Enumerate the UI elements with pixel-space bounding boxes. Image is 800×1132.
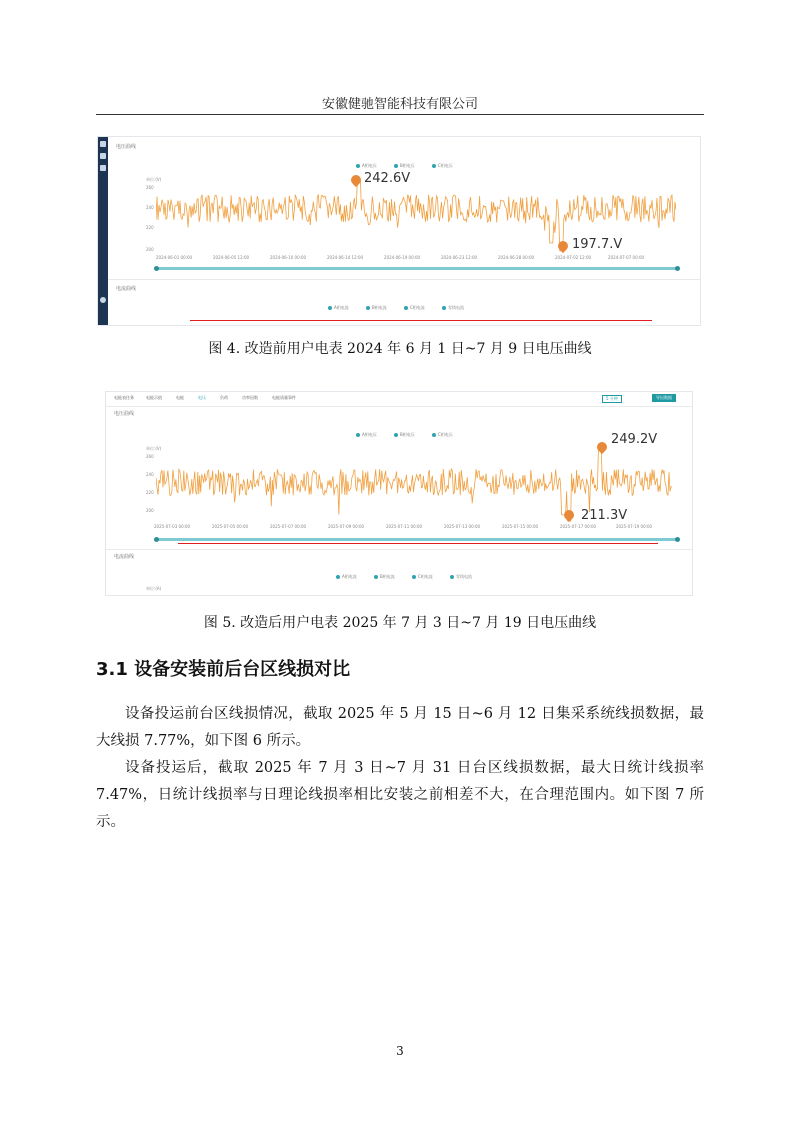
x-tick: 2024-07-07 00:00 <box>608 255 645 260</box>
paragraph-1: 设备投运前台区线损情况，截取 2025 年 5 月 15 日~6 月 12 日集采系统线损数据，最大线损 7.77%，如下图 6 所示。 <box>96 706 704 749</box>
panel-divider <box>108 279 700 280</box>
y-tick: 260 <box>146 454 154 459</box>
zoom-slider[interactable] <box>156 538 678 541</box>
y-tick: 240 <box>146 205 154 210</box>
legend-item-c[interactable]: C相电压 <box>432 432 453 438</box>
x-tick: 2025-07-19 00:00 <box>616 524 653 529</box>
x-tick: 2025-07-13 00:00 <box>444 524 481 529</box>
x-tick: 2025-07-03 00:00 <box>154 524 191 529</box>
tab-quality-events[interactable]: 电能质量事件 <box>272 395 296 400</box>
legend-item[interactable]: B相电流 <box>366 305 387 311</box>
panel-divider <box>106 549 692 550</box>
tab-voltage[interactable]: 电压 <box>198 395 206 400</box>
x-tick: 2025-07-17 00:00 <box>560 524 597 529</box>
y-tick: 240 <box>146 472 154 477</box>
tab-task[interactable]: 电能表任务 <box>114 395 134 400</box>
x-tick: 2025-07-11 00:00 <box>386 524 423 529</box>
x-tick: 2024-06-14 12:00 <box>327 255 364 260</box>
menu-icon[interactable] <box>100 141 106 147</box>
figure-4-caption: 图 4. 改造前用户电表 2024 年 6 月 1 日~7 月 9 日电压曲线 <box>208 341 592 357</box>
voltage-panel-title: 电压曲线 <box>114 411 135 417</box>
tab-power-factor[interactable]: 功率因数 <box>242 395 258 400</box>
y-tick: 220 <box>146 225 154 230</box>
current-panel-title: 电流曲线 <box>114 554 135 560</box>
app-sidebar <box>98 137 108 325</box>
legend-item-b[interactable]: B相电压 <box>394 163 415 169</box>
y-tick: 260 <box>146 185 154 190</box>
y-tick: 220 <box>146 490 154 495</box>
red-underline <box>190 320 652 321</box>
legend-item[interactable]: A相电流 <box>336 574 357 580</box>
voltage-panel-title: 电压曲线 <box>116 144 137 150</box>
y-axis-unit: 单位:(V) <box>146 446 162 451</box>
x-tick: 2024-06-23 12:00 <box>441 255 478 260</box>
x-tick: 2024-06-05 12:00 <box>213 255 250 260</box>
x-tick: 2024-06-19 00:00 <box>384 255 421 260</box>
x-tick: 2024-06-10 00:00 <box>270 255 307 260</box>
section-heading: 3.1 设备安装前后台区线损对比 <box>96 659 351 680</box>
red-underline <box>178 543 658 544</box>
legend-item-b[interactable]: B相电压 <box>394 432 415 438</box>
legend-item[interactable]: A相电流 <box>328 305 349 311</box>
min-voltage-label: 211.3V <box>581 508 628 523</box>
nav-icon[interactable] <box>100 165 106 171</box>
x-tick: 2025-07-07 00:00 <box>270 524 307 529</box>
legend-item[interactable]: B相电流 <box>374 574 395 580</box>
legend-item-a[interactable]: A相电压 <box>356 163 377 169</box>
figure-4-screenshot <box>98 137 700 325</box>
tab-reading[interactable]: 电能示值 <box>146 395 162 400</box>
x-tick: 2024-06-01 00:00 <box>156 255 193 260</box>
figure-5-caption: 图 5. 改造后用户电表 2025 年 7 月 3 日~7 月 19 日电压曲线 <box>203 615 597 631</box>
y-tick: 200 <box>146 508 154 513</box>
y-tick: 200 <box>146 247 154 252</box>
x-tick: 2024-07-02 12:00 <box>555 255 592 260</box>
legend-item[interactable]: 零线电流 <box>450 574 472 580</box>
tab-divider <box>106 406 692 407</box>
x-tick: 2025-07-15 00:00 <box>502 524 539 529</box>
legend-item-a[interactable]: A相电压 <box>356 432 377 438</box>
paragraph-2: 设备投运后，截取 2025 年 7 月 3 日~7 月 31 日台区线损数据，最大日统计线损率 7.47%，日统计线损率与日理论线损率相比安装之前相差不大，在合理范围内。如下图 7 所示。 <box>96 760 704 830</box>
y-axis-unit: 单位:(V) <box>146 177 162 182</box>
page-header: 安徽健驰智能科技有限公司 <box>321 97 478 112</box>
x-tick: 2025-07-05 00:00 <box>212 524 249 529</box>
legend-item-c[interactable]: C相电压 <box>432 163 453 169</box>
legend-item[interactable]: C相电流 <box>412 574 433 580</box>
nav-icon[interactable] <box>100 153 106 159</box>
x-tick: 2024-06-28 00:00 <box>498 255 535 260</box>
zoom-slider[interactable] <box>156 267 678 270</box>
tab-energy[interactable]: 电能 <box>176 395 184 400</box>
interval-select[interactable]: 5 分钟 <box>602 395 622 403</box>
max-voltage-label: 242.6V <box>364 171 411 186</box>
x-tick: 2025-07-09 00:00 <box>328 524 365 529</box>
page-number: 3 <box>396 1044 404 1058</box>
legend-item[interactable]: 零线电流 <box>442 305 464 311</box>
min-voltage-label: 197.7.V <box>572 237 623 252</box>
legend-item[interactable]: C相电流 <box>404 305 425 311</box>
current-panel-title: 电流曲线 <box>116 286 137 292</box>
header-rule <box>96 114 704 115</box>
figure-5-screenshot <box>106 392 692 595</box>
export-button[interactable]: 导出数据 <box>652 394 676 402</box>
nav-icon[interactable] <box>100 297 106 303</box>
tab-load[interactable]: 负荷 <box>220 395 228 400</box>
max-voltage-label: 249.2V <box>611 432 658 447</box>
current-y-unit: 单位:(A) <box>146 586 162 591</box>
